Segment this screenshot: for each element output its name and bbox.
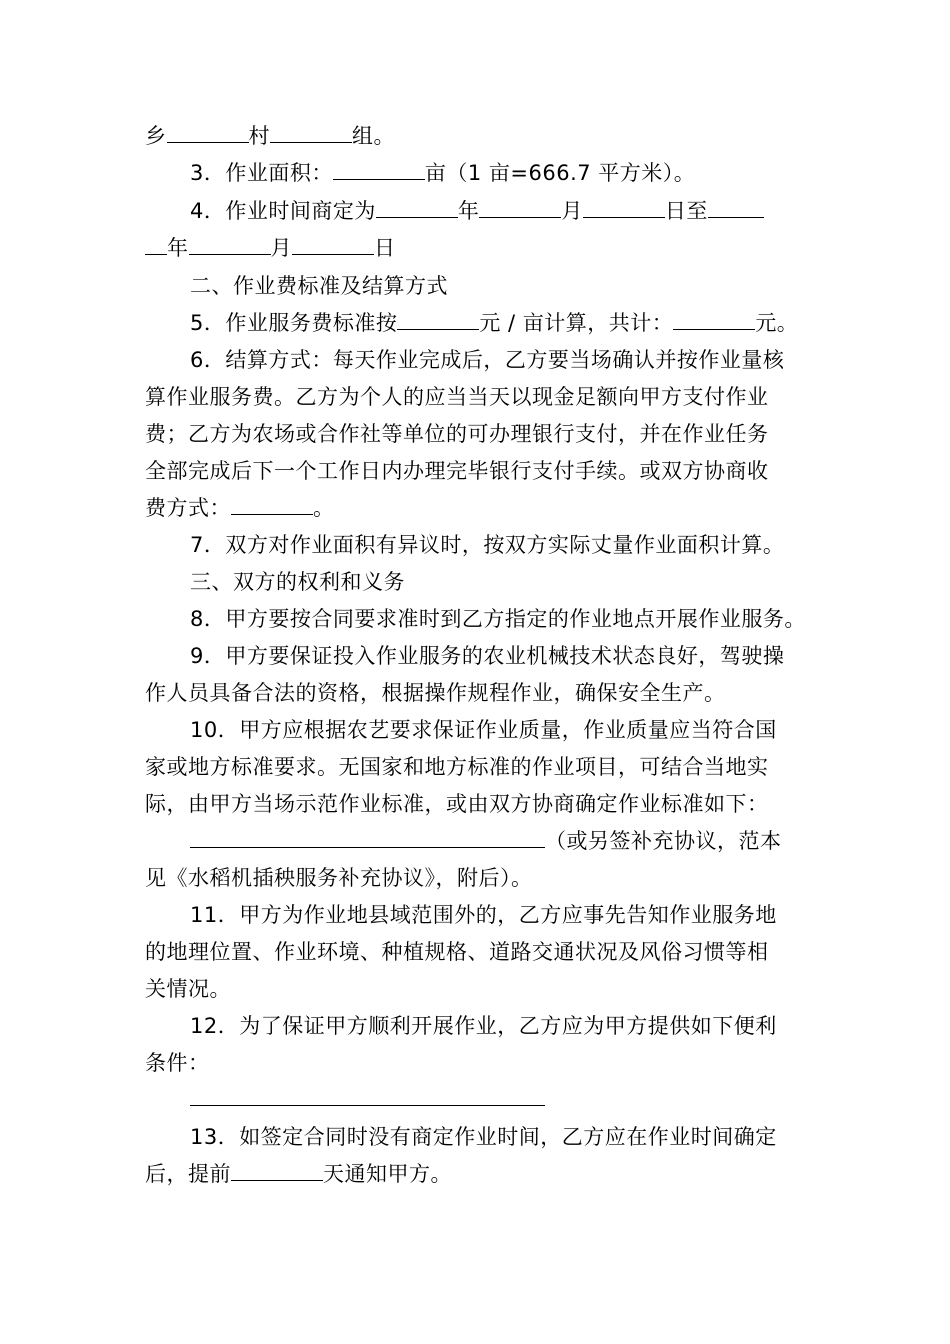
text-line: 13．如签定合同时没有商定作业时间，乙方应在作业时间确定 [190, 1125, 777, 1149]
fill-in-blank [479, 197, 561, 218]
text: 4．作业时间商定为 [190, 199, 376, 223]
text: 日至 [664, 199, 708, 223]
fill-in-blank [673, 309, 755, 330]
text: 村 [248, 124, 270, 148]
text-line: 见《水稻机插秧服务补充协议》，附后）。 [145, 866, 533, 890]
fill-in-blank [376, 197, 458, 218]
text: 5．作业服务费标准按 [190, 311, 398, 335]
text-line: 7．双方对作业面积有异议时，按双方实际丈量作业面积计算。 [190, 533, 785, 557]
text: 月 [561, 199, 583, 223]
text-line: 6．结算方式：每天作业完成后，乙方要当场确认并按作业量核 [190, 348, 785, 372]
text-line [145, 1159, 452, 1189]
section-heading: 二、作业费标准及结算方式 [190, 274, 448, 298]
text-line: 8．甲方要按合同要求准时到乙方指定的作业地点开展作业服务。 [190, 607, 806, 631]
text-line [145, 493, 335, 523]
text-line [190, 158, 695, 188]
text: 。 [313, 496, 335, 520]
fill-in-blank [231, 1160, 323, 1181]
text-line: 12．为了保证甲方顺利开展作业，乙方应为甲方提供如下便利 [190, 1014, 777, 1038]
text-line: 算作业服务费。乙方为个人的应当当天以现金足额向甲方支付作业 [145, 385, 769, 409]
text-line: 10．甲方应根据农艺要求保证作业质量，作业质量应当符合国 [190, 718, 777, 742]
text: 年 [457, 199, 480, 223]
text: （或另签补充协议，范本 [545, 829, 782, 853]
text-line: 11．甲方为作业地县域范围外的，乙方应事先告知作业服务地 [190, 903, 777, 927]
text: 日 [374, 236, 396, 260]
fill-in-blank [190, 1105, 545, 1106]
text: 后，提前 [145, 1162, 231, 1186]
fill-in-blank [292, 234, 374, 255]
text-line: 全部完成后下一个工作日内办理完毕银行支付手续。或双方协商收 [145, 459, 769, 483]
text: 月 [270, 236, 292, 260]
text-line: 关情况。 [145, 977, 231, 1001]
text-line [190, 826, 782, 856]
text-line: 作人员具备合法的资格，根据操作规程作业，确保安全生产。 [145, 681, 726, 705]
text-line: 际，由甲方当场示范作业标准，或由双方协商确定作业标准如下： [145, 792, 769, 816]
fill-in-blank [333, 159, 425, 180]
text-line [145, 233, 396, 263]
text: 组。 [352, 124, 395, 148]
text-line: 9．甲方要保证投入作业服务的农业机械技术状态良好，驾驶操 [190, 644, 785, 668]
text-line: 费；乙方为农场或合作社等单位的可办理银行支付，并在作业任务 [145, 422, 769, 446]
text-line [190, 308, 798, 338]
text: 元。 [755, 311, 799, 335]
text: 亩（1 亩=666.7 平方米）。 [424, 161, 696, 185]
fill-in-blank [167, 122, 249, 143]
text: 年 [167, 236, 189, 260]
fill-in-blank [231, 494, 313, 515]
text-line [145, 121, 395, 151]
fill-in-blank [189, 234, 271, 255]
text-line: 家或地方标准要求。无国家和地方标准的作业项目，可结合当地实 [145, 755, 769, 779]
fill-in-blank [708, 197, 764, 218]
fill-in-blank [397, 309, 479, 330]
section-heading: 三、双方的权利和义务 [190, 570, 405, 594]
text: 乡 [145, 124, 167, 148]
text: 费方式： [145, 496, 231, 520]
text-line: 的地理位置、作业环境、种植规格、道路交通状况及风俗习惯等相 [145, 940, 769, 964]
fill-in-blank [583, 197, 665, 218]
text: 元 / 亩计算，共计： [479, 311, 674, 335]
fill-in-blank [270, 122, 352, 143]
fill-in-blank [145, 234, 167, 255]
text-line: 条件： [145, 1051, 210, 1075]
text-line [190, 196, 764, 226]
fill-in-blank [190, 827, 545, 848]
text: 3．作业面积： [190, 161, 333, 185]
text: 天通知甲方。 [323, 1162, 452, 1186]
